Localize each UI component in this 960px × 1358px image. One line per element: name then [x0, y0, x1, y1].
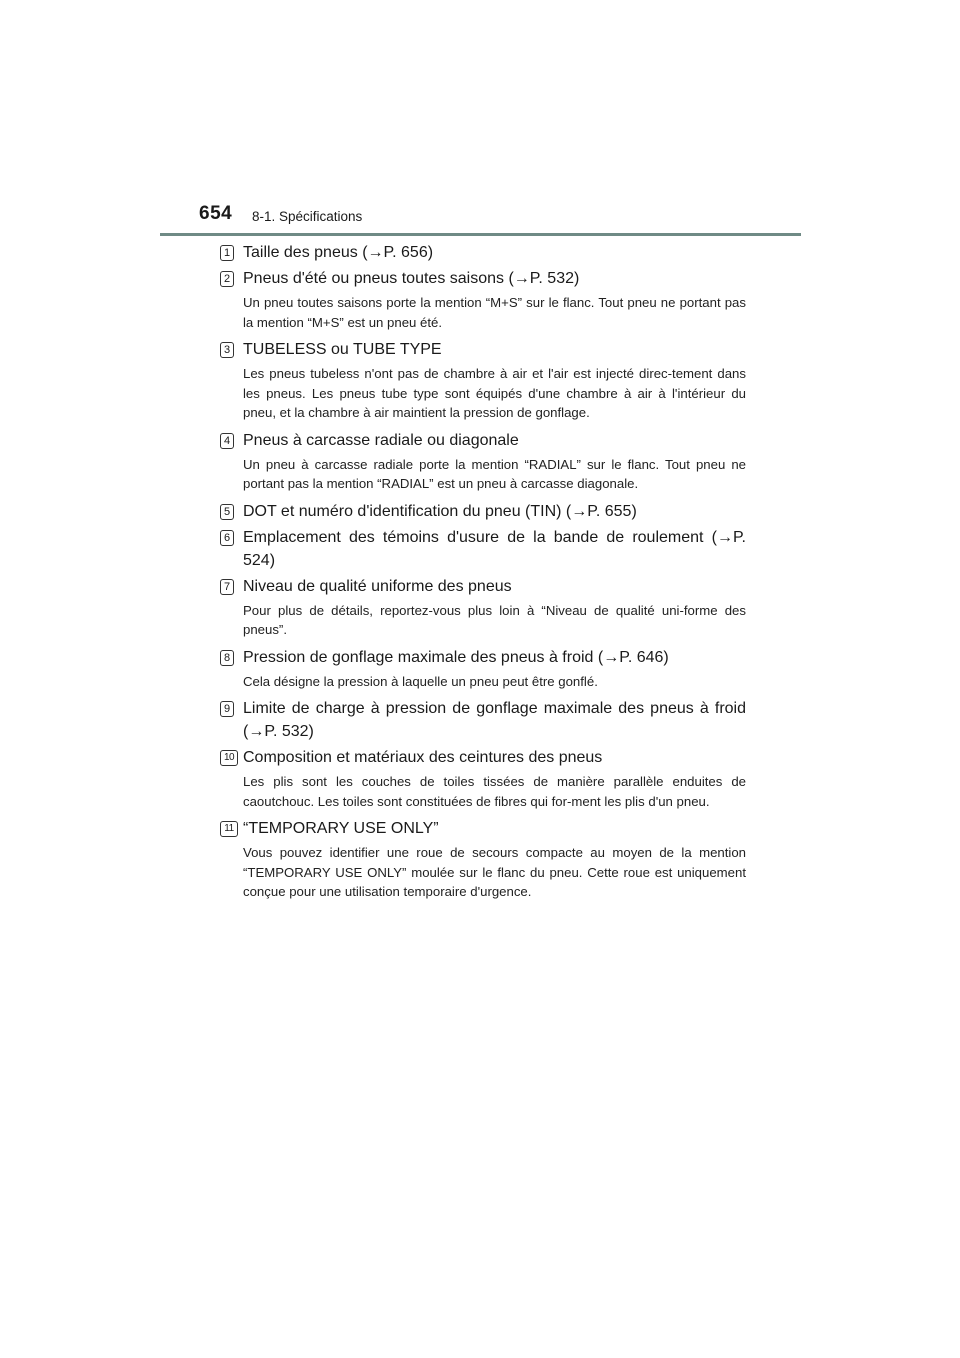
list-item — [220, 526, 746, 572]
list-item — [220, 746, 746, 811]
item-number-badge: 5 — [220, 504, 234, 520]
list-item — [220, 241, 746, 264]
header-divider — [160, 233, 801, 236]
list-item — [220, 500, 746, 523]
item-number-badge: 4 — [220, 433, 234, 449]
list-item — [220, 338, 746, 423]
section-title: 8-1. Spécifications — [252, 209, 363, 224]
item-number-badge: 1 — [220, 245, 234, 261]
list-item — [220, 429, 746, 494]
item-description: Les pneus tubeless n'ont pas de chambre à air et l'air est injecté direc-tement dans les pneus. Les pneus tube type sont équipés d'une chambre à air à l'intérieur du pneu, et la chambre à air maintient la pression de gonflage. — [243, 366, 746, 420]
item-description: Pour plus de détails, reportez-vous plus loin à “Niveau de qualité uni-forme des pneus”. — [243, 602, 746, 637]
item-description: Cela désigne la pression à laquelle un pneu peut être gonflé. — [243, 673, 598, 689]
item-title: Taille des pneus (→P. 656) — [243, 244, 434, 261]
item-number-badge: 3 — [220, 342, 234, 358]
item-number-badge: 10 — [220, 750, 238, 766]
item-title: Pression de gonflage maximale des pneus à froid (→P. 646) — [243, 648, 669, 666]
item-number-badge: 11 — [220, 821, 238, 837]
item-number-badge: 9 — [220, 701, 234, 717]
item-title: “TEMPORARY USE ONLY” — [243, 820, 439, 837]
item-description: Un pneu à carcasse radiale porte la mention “RADIAL” sur le flanc. Tout pneu ne portant pas la mention “RADIAL” est un pneu à carcasse diagonale. — [243, 456, 746, 491]
list-item — [220, 697, 746, 743]
page-number: 654 — [199, 203, 233, 224]
item-description: Vous pouvez identifier une roue de secours compacte au moyen de la mention “TEMPORARY USE ONLY” moulée sur le flanc du pneu. Cette roue est uniquement conçue pour une utilisation temporaire d'urgence. — [243, 845, 746, 899]
list-item — [220, 817, 746, 902]
item-number-badge: 8 — [220, 650, 234, 666]
page-header — [0, 0, 960, 240]
item-title: Emplacement des témoins d'usure de la bande de roulement (→P. 524) — [243, 528, 746, 569]
item-number-badge: 2 — [220, 271, 234, 287]
item-description: Les plis sont les couches de toiles tissées de manière parallèle enduites de caoutchouc. Les toiles sont constituées de fibres qui for-ment les plis d'un pneu. — [243, 774, 746, 809]
item-title: Niveau de qualité uniforme des pneus — [243, 577, 512, 595]
list-item — [220, 575, 746, 640]
item-number-badge: 6 — [220, 530, 234, 546]
item-title: Pneus à carcasse radiale ou diagonale — [243, 431, 519, 449]
list-item — [220, 646, 746, 692]
item-title: Limite de charge à pression de gonflage maximale des pneus à froid (→P. 532) — [243, 700, 746, 740]
list-item — [220, 267, 746, 332]
item-description: Un pneu toutes saisons porte la mention “M+S” sur le flanc. Tout pneu ne portant pas la mention “M+S” est un pneu été. — [243, 295, 746, 330]
item-title: TUBELESS ou TUBE TYPE — [243, 341, 442, 358]
item-title: DOT et numéro d'identification du pneu (TIN) (→P. 655) — [243, 502, 637, 520]
item-title: Composition et matériaux des ceintures des pneus — [243, 749, 603, 766]
item-number-badge: 7 — [220, 579, 234, 595]
item-title: Pneus d'été ou pneus toutes saisons (→P. 532) — [243, 270, 580, 287]
tire-label-list — [220, 241, 746, 908]
